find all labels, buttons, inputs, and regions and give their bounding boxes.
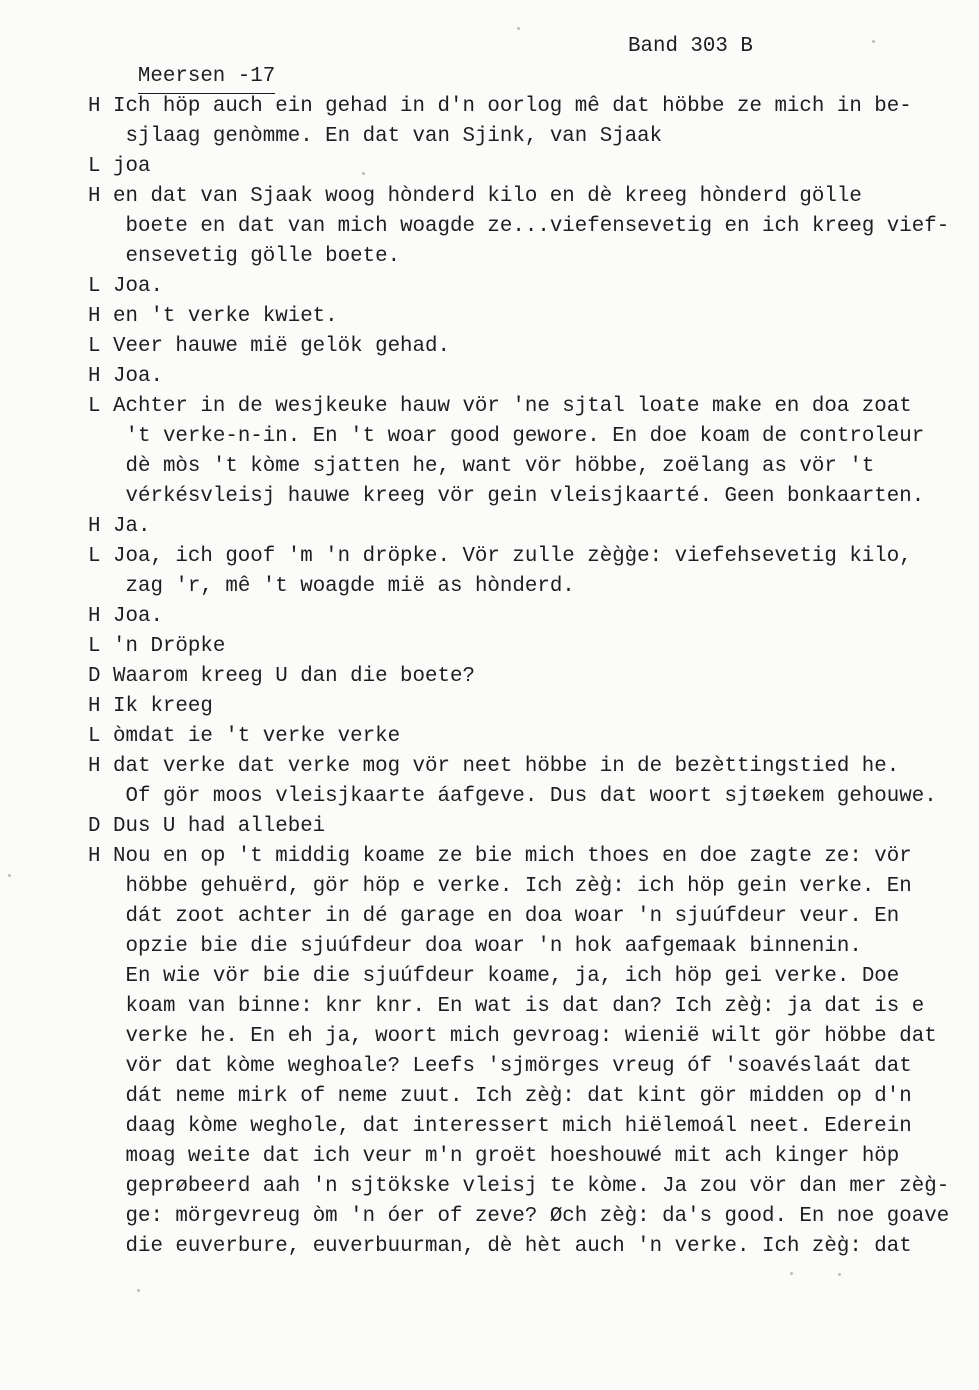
paper-speck [8, 874, 11, 877]
paper-speck [790, 1272, 793, 1275]
utterance-text: Joa. [113, 365, 163, 388]
transcript-line [88, 602, 949, 632]
transcript-line [88, 992, 949, 1022]
speaker-label: H [88, 695, 101, 718]
utterance-text: Ja. [113, 515, 151, 538]
utterance-text: en dat van Sjaak woog hònderd kilo en dè kreeg hònderd gölle [113, 185, 862, 208]
transcript-line [88, 1022, 949, 1052]
transcript-line [88, 212, 949, 242]
paper-speck [838, 1273, 841, 1276]
utterance-text: òmdat ie 't verke verke [113, 725, 401, 748]
utterance-text: dat verke dat verke mog vör neet höbbe in de bezèttingstied he. [113, 755, 900, 778]
transcript-line [88, 362, 949, 392]
transcript-line [88, 542, 949, 572]
utterance-text: sjlaag genòmme. En dat van Sjink, van Sjaak [125, 125, 663, 148]
utterance-text: dát zoot achter in dé garage en doa woar 'n sjuúfdeur veur. En [125, 905, 900, 928]
transcript-line [88, 812, 949, 842]
paper-speck [137, 1289, 140, 1292]
speaker-label: H [88, 515, 101, 538]
speaker-label: H [88, 845, 101, 868]
utterance-text: boete en dat van mich woagde ze...viefensevetig en ich kreeg vief- [125, 215, 950, 238]
transcript-line [88, 902, 949, 932]
transcript-line [88, 962, 949, 992]
transcript-line [88, 872, 949, 902]
transcript-line [88, 692, 949, 722]
speaker-label: D [88, 665, 101, 688]
utterance-text: zag 'r, mê 't woagde mië as hònderd. [125, 575, 575, 598]
transcript-line [88, 392, 949, 422]
speaker-label: L [88, 335, 101, 358]
utterance-text: Of gör moos vleisjkaarte áafgeve. Dus dat woort sjtøekem gehouwe. [125, 785, 937, 808]
transcript-line [88, 452, 949, 482]
transcript-line [88, 422, 949, 452]
speaker-label: L [88, 545, 101, 568]
transcript-line [88, 332, 949, 362]
utterance-text: en 't verke kwiet. [113, 305, 338, 328]
utterance-text: Waarom kreeg U dan die boete? [113, 665, 475, 688]
transcript-line [88, 152, 949, 182]
transcript-line [88, 1202, 949, 1232]
utterance-text: die euverbure, euverbuurman, dè hèt auch 'n verke. Ich zèg̀: dat [125, 1235, 912, 1258]
paper-speck [362, 172, 365, 175]
transcript-line [88, 632, 949, 662]
speaker-label: L [88, 635, 101, 658]
utterance-text: Joa, ich goof 'm 'n dröpke. Vör zulle zèg̀g̀e: viefehsevetig kilo, [113, 545, 912, 568]
transcript-line [88, 842, 949, 872]
transcript-line [88, 482, 949, 512]
speaker-label: H [88, 95, 101, 118]
transcript-line [88, 122, 949, 152]
transcript-line [88, 92, 949, 122]
band-reference: Band 303 B [628, 35, 753, 58]
utterance-text: 't verke-n-in. En 't woar good gewore. En doe koam de controleur [125, 425, 925, 448]
utterance-text: daag kòme weghole, dat interessert mich hiëlemoál neet. Ederein [125, 1115, 912, 1138]
transcript-line [88, 272, 949, 302]
transcript-line [88, 182, 949, 212]
speaker-label: H [88, 755, 101, 778]
transcript-line [88, 1142, 949, 1172]
speaker-label: H [88, 365, 101, 388]
transcript-line [88, 722, 949, 752]
utterance-text: dè mòs 't kòme sjatten he, want vör höbbe, zoëlang as vör 't [125, 455, 875, 478]
transcript-line [88, 572, 949, 602]
speaker-label: L [88, 395, 101, 418]
transcript-line [88, 302, 949, 332]
speaker-label: H [88, 605, 101, 628]
utterance-text: verke he. En eh ja, woort mich gevroag: wienië wilt gör höbbe dat [125, 1025, 937, 1048]
utterance-text: höbbe gehuërd, gör höp e verke. Ich zèg̀: ich höp gein verke. En [125, 875, 912, 898]
utterance-text: 'n Dröpke [113, 635, 226, 658]
utterance-text: geprøbeerd aah 'n sjtökske vleisj te kòme. Ja zou vör dan mer zèg̀- [125, 1175, 950, 1198]
utterance-text: Ik kreeg [113, 695, 213, 718]
utterance-text: Joa. [113, 275, 163, 298]
utterance-text: vérkésvleisj hauwe kreeg vör gein vleisjkaarté. Geen bonkaarten. [125, 485, 925, 508]
transcript-line [88, 512, 949, 542]
transcript-line [88, 782, 949, 812]
transcript-line [88, 242, 949, 272]
document-title: Meersen -17 [138, 62, 275, 94]
speaker-label: H [88, 185, 101, 208]
utterance-text: Veer hauwe mië gelök gehad. [113, 335, 450, 358]
utterance-text: Nou en op 't middig koame ze bie mich thoes en doe zagte ze: vör [113, 845, 912, 868]
utterance-text: dát neme mirk of neme zuut. Ich zèg̀: dat kint gör midden op d'n [125, 1085, 912, 1108]
interview-transcript [88, 92, 949, 1262]
transcript-line [88, 1112, 949, 1142]
transcript-line [88, 1172, 949, 1202]
utterance-text: moag weite dat ich veur m'n groët hoeshouwé mit ach kinger höp [125, 1145, 900, 1168]
paper-speck [517, 27, 520, 30]
utterance-text: vör dat kòme weghoale? Leefs 'sjmörges vreug óf 'soavéslaát dat [125, 1055, 912, 1078]
transcript-line [88, 1232, 949, 1262]
utterance-text: ge: mörgevreug òm 'n óer of zeve? Øch zèg̀: da's good. En noe goave [125, 1205, 950, 1228]
utterance-text: Achter in de wesjkeuke hauw vör 'ne sjtal loate make en doa zoat [113, 395, 912, 418]
transcript-line [88, 932, 949, 962]
utterance-text: ensevetig gölle boete. [125, 245, 401, 268]
speaker-label: L [88, 725, 101, 748]
transcript-line [88, 662, 949, 692]
speaker-label: L [88, 275, 101, 298]
transcript-line [88, 1052, 949, 1082]
paper-speck [872, 40, 875, 43]
speaker-label: H [88, 305, 101, 328]
speaker-label: D [88, 815, 101, 838]
transcript-line [88, 1082, 949, 1112]
utterance-text: Ich höp auch ein gehad in d'n oorlog mê dat höbbe ze mich in be- [113, 95, 912, 118]
utterance-text: joa [113, 155, 151, 178]
utterance-text: Dus U had allebei [113, 815, 326, 838]
utterance-text: koam van binne: knr knr. En wat is dat dan? Ich zèg̀: ja dat is e [125, 995, 925, 1018]
utterance-text: opzie bie die sjuúfdeur doa woar 'n hok aafgemaak binnenin. [125, 935, 862, 958]
speaker-label: L [88, 155, 101, 178]
utterance-text: En wie vör bie die sjuúfdeur koame, ja, ich höp gei verke. Doe [125, 965, 900, 988]
utterance-text: Joa. [113, 605, 163, 628]
transcript-line [88, 752, 949, 782]
